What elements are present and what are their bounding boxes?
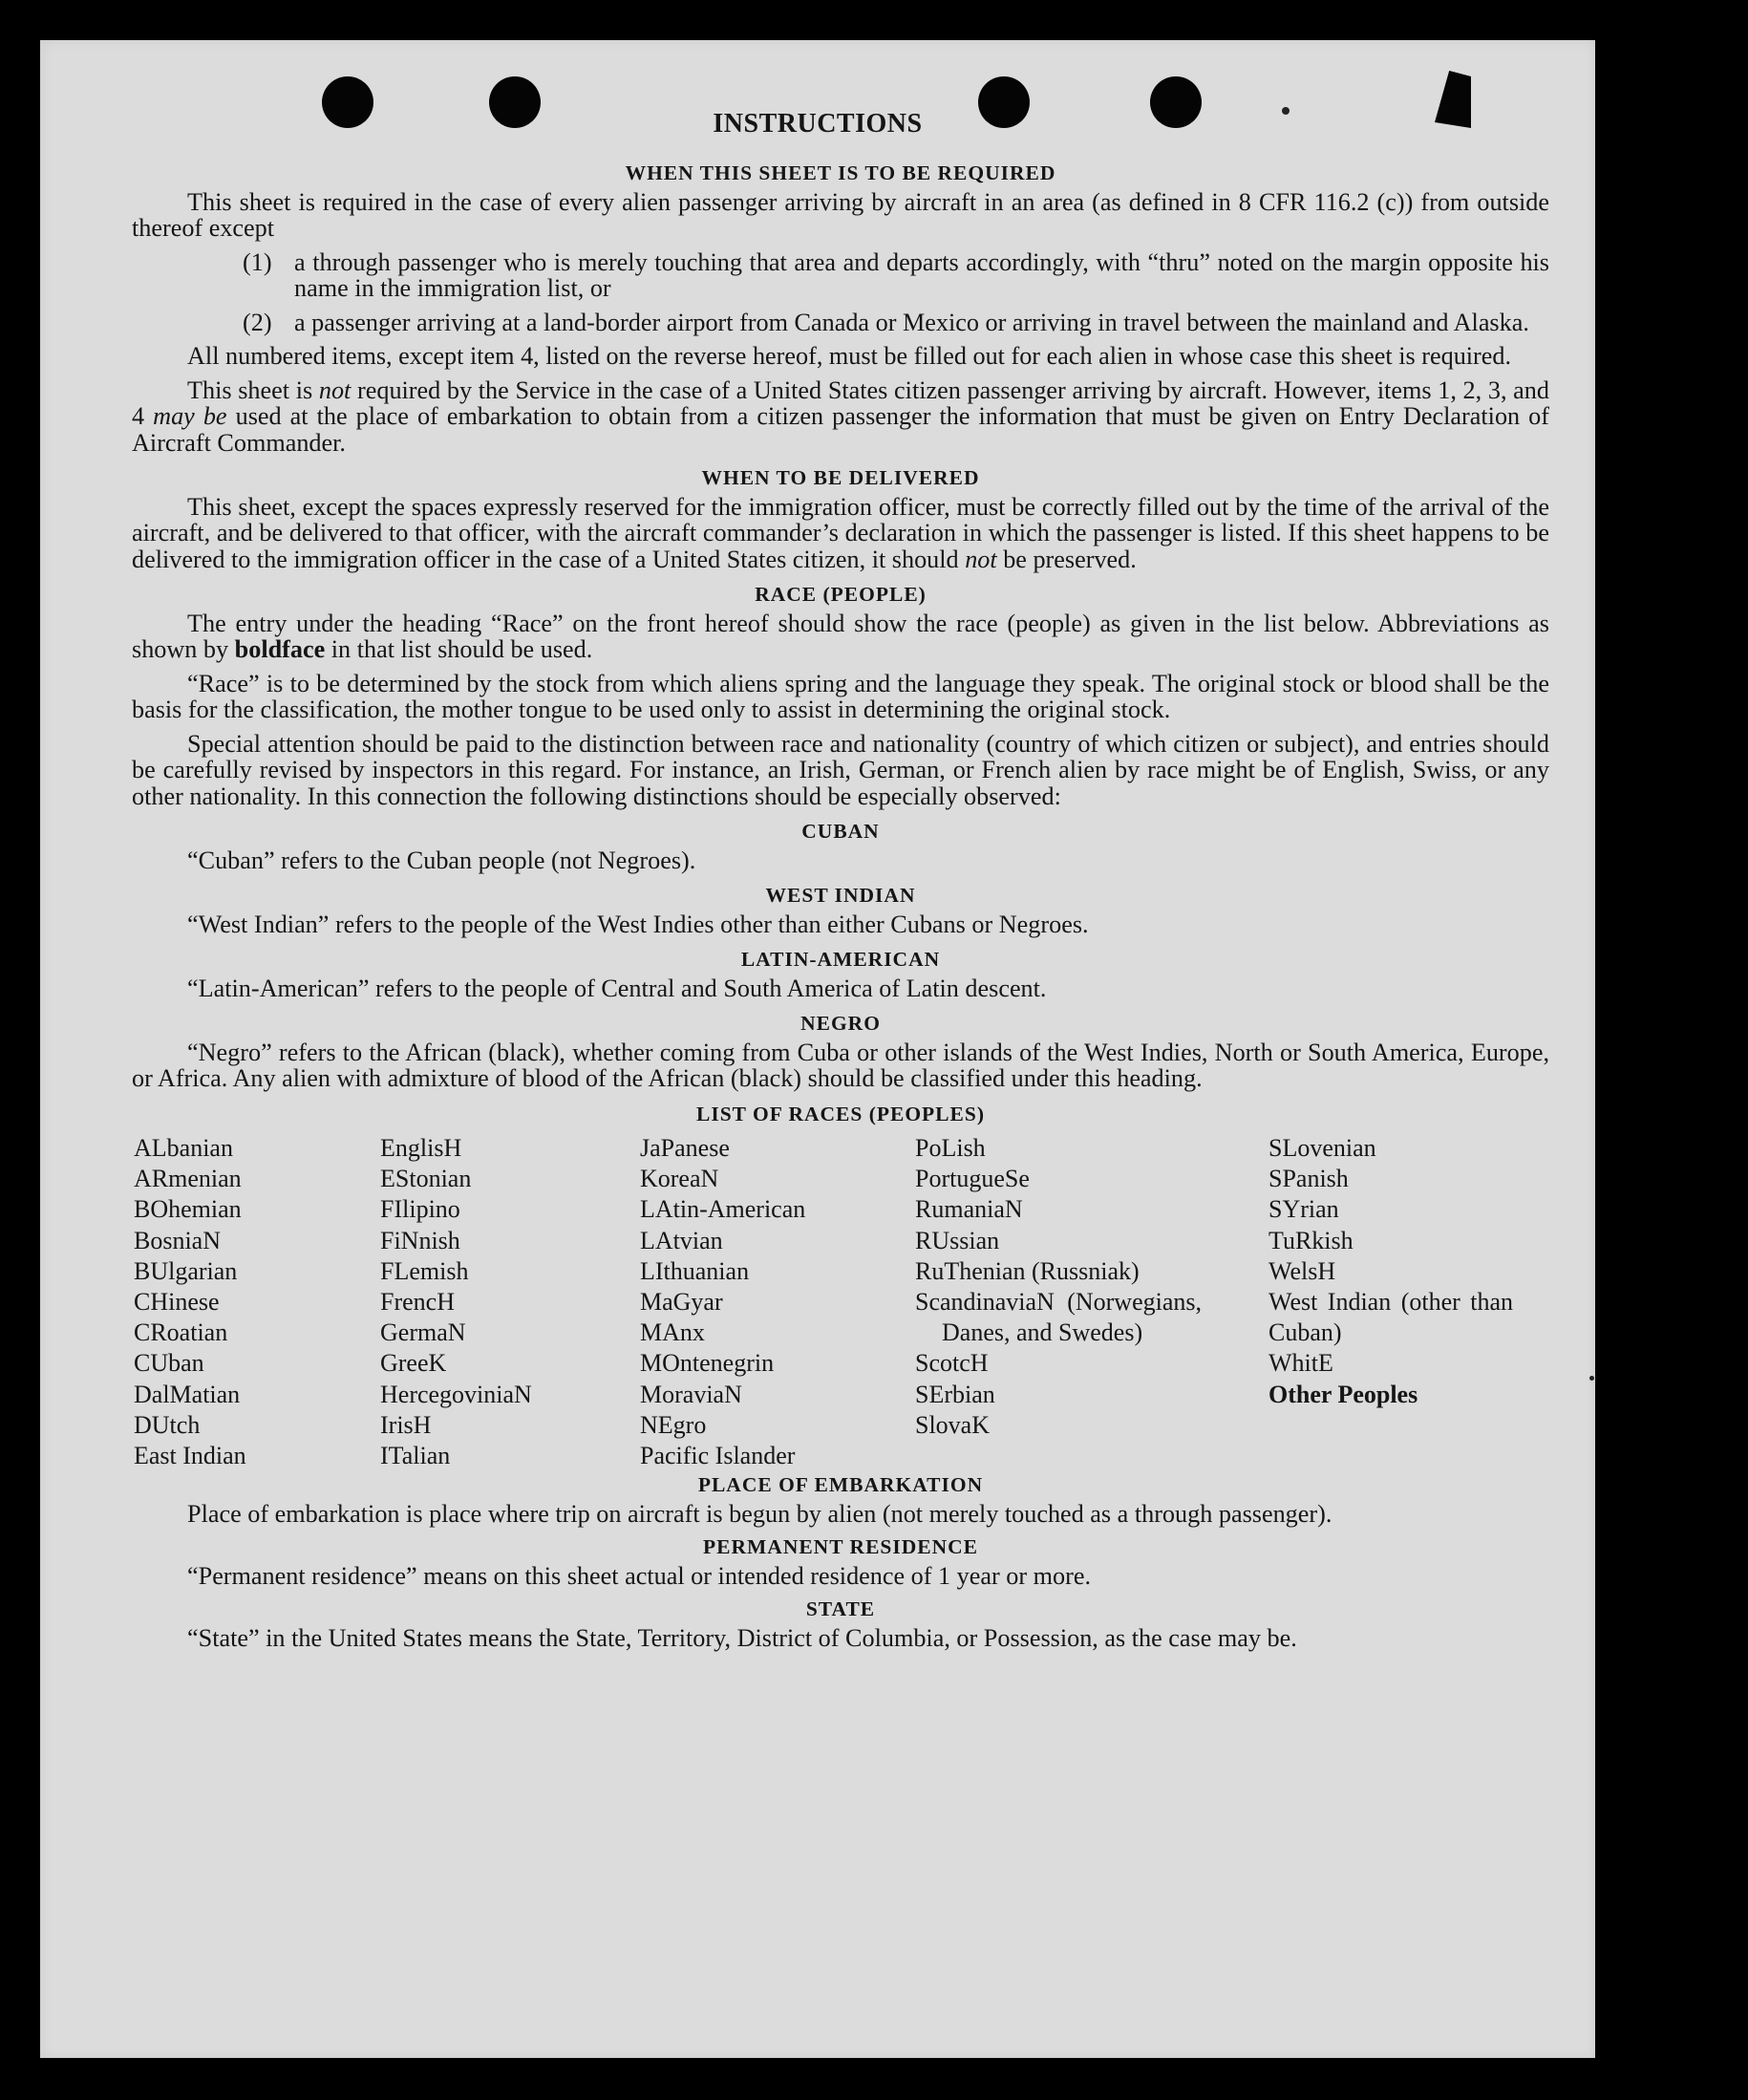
race-entry-other-peoples: Other Peoples bbox=[1268, 1380, 1418, 1408]
race-entry: GermaN bbox=[380, 1318, 466, 1347]
paragraph bbox=[132, 611, 1549, 663]
race-entry: JaPanese bbox=[640, 1134, 730, 1162]
paragraph: “Race” is to be determined by the stock from which aliens spring and the language they speak. The original stock or blood shall be the basis for the classification, the mother tongue to be used only to assist in determining the original stock. bbox=[132, 669, 1549, 723]
section-heading-when-required: WHEN THIS SHEET IS TO BE REQUIRED bbox=[625, 161, 1056, 184]
section-heading-when-delivered: WHEN TO BE DELIVERED bbox=[701, 466, 980, 489]
race-entry: Pacific Islander bbox=[640, 1442, 796, 1470]
race-entry: CUban bbox=[134, 1349, 204, 1378]
race-entry: WelsH bbox=[1268, 1256, 1336, 1285]
paragraph: Special attention should be paid to the distinction between race and nationality (country of which citizen or subject), and entries should be carefully revised by inspectors in this regard. For instance, an Irish, German, or French alien by race might be of English, Swiss, or any other nationality. In this connection the following distinctions should be especially observed: bbox=[132, 729, 1549, 810]
italic-text: not bbox=[965, 545, 997, 573]
races-column-1 bbox=[134, 1133, 373, 1471]
race-entry: SLovenian bbox=[1268, 1134, 1376, 1162]
race-entry: SPanish bbox=[1268, 1165, 1349, 1193]
paragraph bbox=[132, 494, 1549, 573]
speck bbox=[1589, 1376, 1594, 1381]
race-entry: BosniaN bbox=[134, 1226, 221, 1254]
race-entry: FLemish bbox=[380, 1256, 469, 1285]
race-entry: RuThenian (Russniak) bbox=[915, 1256, 1140, 1285]
text-run: be preserved. bbox=[996, 545, 1137, 573]
text-run: This sheet, except the spaces expressly reserved for the immigration officer, must be correctly filled out by the time of the arrival of the aircraft, and be delivered to that officer, with the aircraft commander’s declaration in which the passenger is listed. If this sheet happens to be delivered to the immigration officer in the case of a United States citizen, it should bbox=[132, 492, 1549, 573]
section-heading-race: RACE (PEOPLE) bbox=[755, 583, 927, 606]
italic-text: not bbox=[318, 375, 352, 404]
races-column-4-bottom bbox=[915, 1348, 1202, 1441]
race-entry: EnglisH bbox=[380, 1134, 462, 1162]
instructions-body bbox=[132, 151, 1549, 1659]
race-entry: CRoatian bbox=[134, 1318, 228, 1347]
list-item bbox=[132, 310, 1549, 336]
text-run: The entry under the heading “Race” on the front hereof should show the race (people) as given in the list below. Abbreviations as shown by bbox=[132, 609, 1549, 663]
race-entry-west-indian: West Indian (other than Cuban) bbox=[1268, 1288, 1513, 1347]
race-entry: EStonian bbox=[380, 1165, 472, 1193]
section-heading-negro: NEGRO bbox=[800, 1012, 881, 1035]
list-item bbox=[132, 249, 1549, 302]
races-column-3 bbox=[640, 1133, 898, 1471]
race-entry: DalMatian bbox=[134, 1380, 241, 1408]
paragraph: “State” in the United States means the State, Territory, District of Columbia, or Possession, as the case may be. bbox=[187, 1623, 1297, 1652]
section-heading-state: STATE bbox=[805, 1597, 876, 1620]
races-list bbox=[132, 1133, 1549, 1472]
race-entry: ScotcH bbox=[915, 1349, 989, 1378]
races-column-5-top bbox=[1268, 1133, 1555, 1287]
paragraph: Place of embarkation is place where trip on aircraft is begun by alien (not merely touched as a through passenger). bbox=[187, 1499, 1332, 1528]
race-entry: ARmenian bbox=[134, 1165, 242, 1193]
text-run: required by the Service in the case of a United States citizen passenger arriving by aircraft. However, items 1, 2, 3, and 4 bbox=[132, 375, 1549, 430]
race-entry: MAnx bbox=[640, 1318, 705, 1347]
item-number: (1) bbox=[243, 247, 272, 276]
races-column-2 bbox=[380, 1133, 629, 1471]
section-heading-cuban: CUBAN bbox=[801, 820, 880, 843]
race-entry: WhitE bbox=[1268, 1349, 1333, 1378]
section-heading-embarkation: PLACE OF EMBARKATION bbox=[697, 1473, 984, 1496]
race-entry: SYrian bbox=[1268, 1195, 1339, 1224]
race-entry: SlovaK bbox=[915, 1410, 990, 1439]
paragraph: All numbered items, except item 4, listed on the reverse hereof, must be filled out for each alien in whose case this sheet is required. bbox=[187, 342, 1512, 370]
bold-text: boldface bbox=[234, 635, 326, 663]
item-text: a passenger arriving at a land-border airport from Canada or Mexico or arriving in travel between the mainland and Alaska. bbox=[294, 308, 1529, 336]
races-column-4 bbox=[915, 1133, 1202, 1441]
section-heading-residence: PERMANENT RESIDENCE bbox=[703, 1535, 978, 1558]
races-column-5 bbox=[1268, 1133, 1555, 1410]
page-title: INSTRUCTIONS bbox=[713, 109, 923, 139]
race-entry: TuRkish bbox=[1268, 1226, 1354, 1254]
race-entry: HercegoviniaN bbox=[380, 1380, 532, 1408]
paragraph: “West Indian” refers to the people of the West Indies other than either Cubans or Negroes. bbox=[187, 910, 1089, 938]
race-entry: BOhemian bbox=[134, 1195, 242, 1224]
section-heading-latin-american: LATIN-AMERICAN bbox=[740, 948, 941, 971]
race-entry: East Indian bbox=[134, 1442, 246, 1470]
race-entry: DUtch bbox=[134, 1410, 201, 1439]
race-entry: PortugueSe bbox=[915, 1165, 1030, 1193]
race-entry-scandinavian: ScandinaviaN (Norwegians, Danes, and Swedes) bbox=[915, 1288, 1202, 1347]
race-entry: ITalian bbox=[380, 1442, 451, 1470]
paragraph: “Latin-American” refers to the people of Central and South America of Latin descent. bbox=[187, 974, 1047, 1002]
race-entry: ALbanian bbox=[134, 1134, 233, 1162]
race-entry: RUssian bbox=[915, 1226, 1000, 1254]
section-heading-west-indian: WEST INDIAN bbox=[765, 884, 916, 907]
text-run: in that list should be used. bbox=[325, 635, 593, 663]
paragraph: This sheet is required in the case of every alien passenger arriving by aircraft in an area (as defined in 8 CFR 116.2 (c)) from outside thereof except bbox=[132, 187, 1549, 242]
race-entry: GreeK bbox=[380, 1349, 447, 1378]
race-entry: LIthuanian bbox=[640, 1256, 750, 1285]
paragraph: “Negro” refers to the African (black), whether coming from Cuba or other islands of the West Indies, North or South America, Europe, or Africa. Any alien with admixture of blood of the African (black) should be classified under this heading. bbox=[132, 1038, 1549, 1092]
section-heading-list-of-races: LIST OF RACES (PEOPLES) bbox=[696, 1102, 985, 1125]
race-entry: MaGyar bbox=[640, 1288, 723, 1317]
races-column-4-top bbox=[915, 1133, 1202, 1287]
race-entry: KoreaN bbox=[640, 1165, 719, 1193]
race-entry: CHinese bbox=[134, 1288, 220, 1317]
text-run: used at the place of embarkation to obtain from a citizen passenger the information that must be given on Entry Declaration of Aircraft Commander. bbox=[132, 402, 1550, 457]
race-entry: IrisH bbox=[380, 1410, 432, 1439]
item-number: (2) bbox=[243, 308, 272, 336]
paragraph bbox=[132, 377, 1549, 457]
race-entry: NEgro bbox=[640, 1410, 707, 1439]
paragraph: “Permanent residence” means on this sheet actual or intended residence of 1 year or more. bbox=[187, 1561, 1091, 1590]
race-entry: FIlipino bbox=[380, 1195, 460, 1224]
paragraph: “Cuban” refers to the Cuban people (not Negroes). bbox=[187, 846, 696, 874]
race-entry: FiNnish bbox=[380, 1226, 460, 1254]
race-entry: MOntenegrin bbox=[640, 1349, 775, 1378]
race-entry: RumaniaN bbox=[915, 1195, 1023, 1224]
race-entry: LAtin-American bbox=[640, 1195, 806, 1224]
race-entry: PoLish bbox=[915, 1134, 986, 1162]
document-sheet bbox=[40, 40, 1595, 2058]
race-entry: SErbian bbox=[915, 1380, 995, 1408]
italic-text: may be bbox=[153, 402, 227, 430]
text-run: This sheet is bbox=[187, 375, 319, 404]
race-entry: FrencH bbox=[380, 1288, 455, 1317]
race-entry: BUlgarian bbox=[134, 1256, 238, 1285]
race-entry: LAtvian bbox=[640, 1226, 723, 1254]
item-text: a through passenger who is merely touching that area and departs accordingly, with “thru” noted on the margin opposite his name in the immigration list, or bbox=[294, 247, 1549, 302]
race-entry: MoraviaN bbox=[640, 1380, 742, 1408]
